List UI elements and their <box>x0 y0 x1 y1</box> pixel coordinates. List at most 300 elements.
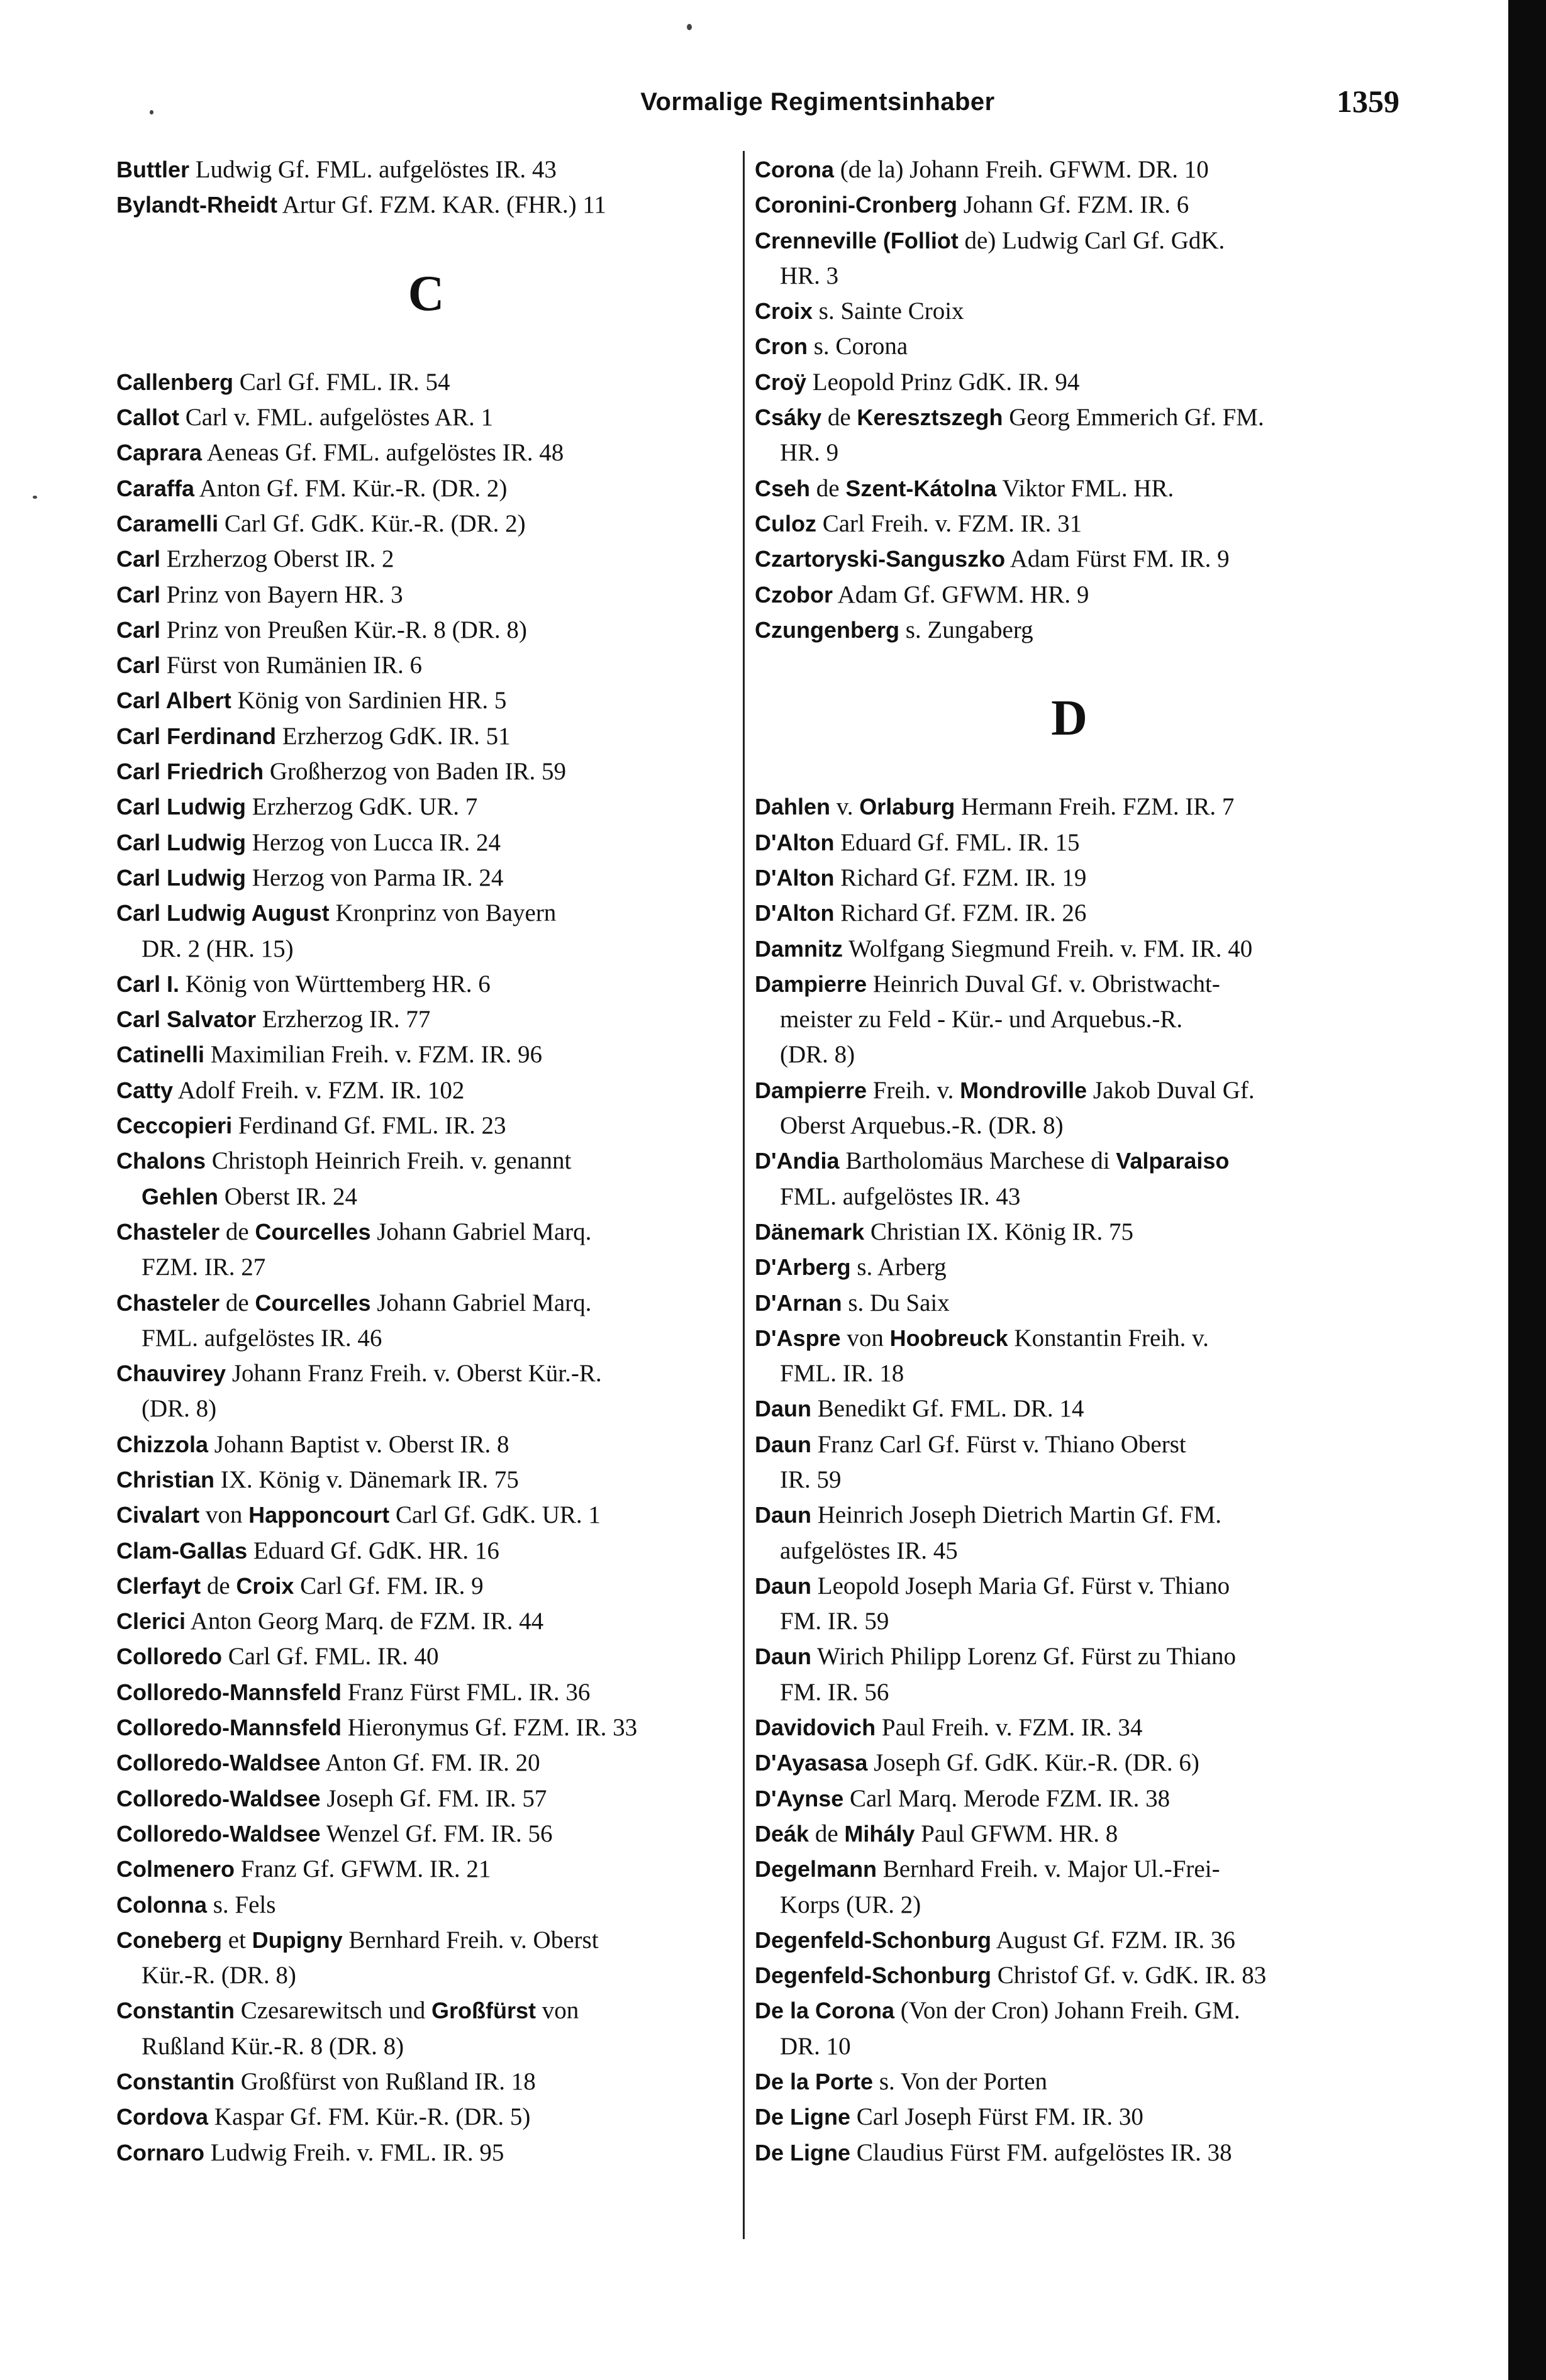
index-entry <box>116 1427 736 1462</box>
entry-continuation <box>755 1356 1384 1391</box>
index-entry <box>116 683 736 718</box>
entry-line <box>116 896 736 931</box>
entry-text: de <box>220 1289 255 1316</box>
entry-headword: Constantin <box>116 1998 235 2024</box>
entry-text: meister zu Feld - Kür.- und Arquebus.-R. <box>780 1006 1183 1033</box>
entry-line <box>116 435 736 470</box>
index-entry <box>755 967 1384 1073</box>
entry-text: FML. aufgelöstes IR. 46 <box>142 1324 382 1352</box>
index-entry <box>755 1143 1384 1215</box>
index-entry <box>755 1745 1384 1781</box>
entry-line <box>116 1745 736 1781</box>
entry-continuation <box>116 2029 736 2064</box>
entry-continuation <box>755 1108 1384 1143</box>
index-entry <box>116 1498 736 1533</box>
entry-line <box>116 683 736 718</box>
entry-line <box>755 1215 1384 1250</box>
entry-headword: Carl <box>116 616 161 643</box>
entry-text: Fürst von Rumänien IR. 6 <box>160 652 423 679</box>
entry-line <box>116 2099 736 2135</box>
index-entry <box>755 1321 1384 1392</box>
index-entry <box>116 1852 736 1887</box>
entry-line <box>116 2135 736 2171</box>
entry-line <box>116 542 736 577</box>
entry-line <box>116 1710 736 1745</box>
right-column <box>755 152 1384 2171</box>
entry-text: Claudius Fürst FM. aufgelöstes IR. 38 <box>850 2138 1232 2166</box>
entry-headword: Daun <box>755 1396 811 1422</box>
page-number: 1359 <box>1337 84 1399 119</box>
entry-headword: Gehlen <box>142 1183 219 1209</box>
entry-text: August Gf. FZM. IR. 36 <box>991 1926 1235 1954</box>
entry-continuation <box>755 1604 1384 1639</box>
entry-continuation <box>755 1533 1384 1569</box>
entry-text: DR. 10 <box>780 2032 851 2060</box>
entry-line <box>116 1569 736 1604</box>
entry-text: Erzherzog GdK. UR. 7 <box>246 793 478 821</box>
index-entry <box>116 1888 736 1923</box>
entry-line <box>755 1710 1384 1745</box>
entry-text: Großherzog von Baden IR. 59 <box>264 758 566 786</box>
index-entry <box>755 825 1384 860</box>
index-entry <box>116 365 736 400</box>
entry-headword: Culoz <box>755 510 816 537</box>
entry-headword: Colloredo <box>116 1643 222 1670</box>
entry-text: v. <box>830 793 860 821</box>
entry-line <box>116 1533 736 1569</box>
entry-line <box>755 1958 1384 1993</box>
index-entry <box>116 1462 736 1498</box>
index-entry <box>116 1533 736 1569</box>
index-entry <box>755 2099 1384 2135</box>
entry-headword: Chizzola <box>116 1431 209 1457</box>
entry-line <box>755 1286 1384 1321</box>
entry-continuation <box>116 1321 736 1356</box>
entry-headword: D'Arberg <box>755 1254 851 1281</box>
entry-line <box>116 754 736 789</box>
entry-secondary-headword: Courcelles <box>255 1289 371 1316</box>
entry-line <box>755 1321 1384 1356</box>
entry-line <box>116 1639 736 1674</box>
entry-line <box>116 1816 736 1852</box>
entry-secondary-headword: Croix <box>236 1572 294 1599</box>
entry-text: s. Zungaberg <box>899 616 1033 643</box>
entry-text: s. Sainte Croix <box>813 298 964 325</box>
entry-headword: Cseh <box>755 475 811 501</box>
entry-continuation <box>755 435 1384 470</box>
entry-line <box>755 2099 1384 2135</box>
index-entry <box>755 471 1384 506</box>
entry-text: FM. IR. 56 <box>780 1678 889 1706</box>
entry-text: s. Arberg <box>850 1254 947 1281</box>
entry-text: Erzherzog IR. 77 <box>256 1006 431 1033</box>
entry-headword: D'Arnan <box>755 1289 842 1316</box>
entry-text: König von Württemberg HR. 6 <box>179 970 491 998</box>
index-entry <box>116 1215 736 1286</box>
entry-headword: Carl <box>116 581 161 608</box>
index-entry <box>116 471 736 506</box>
index-entry <box>755 294 1384 329</box>
index-entry <box>116 967 736 1002</box>
entry-continuation <box>755 1675 1384 1710</box>
entry-text: Adam Gf. GFWM. HR. 9 <box>832 581 1089 608</box>
entry-headword: Caprara <box>116 440 203 466</box>
index-entry <box>755 506 1384 542</box>
entry-text: von <box>199 1501 249 1529</box>
entry-headword: Degelmann <box>755 1856 877 1882</box>
entry-text: Johann Baptist v. Oberst IR. 8 <box>208 1430 509 1458</box>
entry-line <box>755 613 1384 648</box>
entry-headword: Colloredo-Waldsee <box>116 1785 321 1811</box>
index-entry <box>755 1993 1384 2064</box>
entry-headword: Degenfeld-Schonburg <box>755 1962 991 1989</box>
entry-headword: Daun <box>755 1572 811 1599</box>
entry-text: Carl Gf. GdK. Kür.-R. (DR. 2) <box>218 509 526 537</box>
index-entry <box>755 152 1384 187</box>
entry-line <box>755 1569 1384 1604</box>
index-entry <box>116 1993 736 2064</box>
index-entry <box>755 1391 1384 1426</box>
entry-line <box>116 187 736 223</box>
index-entry <box>116 542 736 577</box>
entry-text: (DR. 8) <box>142 1395 217 1423</box>
entry-text: Prinz von Preußen Kür.-R. 8 (DR. 8) <box>160 616 527 643</box>
entry-text: Bernhard Freih. v. Major Ul.-Frei- <box>877 1855 1220 1883</box>
entry-text: s. Von der Porten <box>873 2068 1048 2096</box>
entry-headword: Caraffa <box>116 475 195 501</box>
index-entry <box>755 931 1384 967</box>
entry-headword: Carl Friedrich <box>116 759 264 785</box>
entry-headword: Christian <box>116 1466 215 1493</box>
entry-line <box>116 789 736 825</box>
entry-text: s. Du Saix <box>842 1289 950 1316</box>
entry-line <box>116 1923 736 1958</box>
entry-text: Carl Gf. GdK. UR. 1 <box>389 1501 601 1529</box>
entry-line <box>116 471 736 506</box>
entry-text: (DR. 8) <box>780 1041 855 1069</box>
entry-line <box>755 860 1384 896</box>
entry-secondary-headword: (Folliot <box>882 227 959 253</box>
entry-headword: Cornaro <box>116 2139 205 2166</box>
index-entry <box>116 577 736 613</box>
section-letter: D <box>1051 691 1087 747</box>
entry-secondary-headword: Großfürst <box>431 1998 536 2024</box>
entry-headword: Callenberg <box>116 369 234 395</box>
entry-text: s. Corona <box>808 333 908 360</box>
index-entry <box>755 542 1384 577</box>
entry-text: Kaspar Gf. FM. Kür.-R. (DR. 5) <box>208 2103 531 2131</box>
entry-line <box>755 577 1384 613</box>
entry-headword: Degenfeld-Schonburg <box>755 1927 991 1953</box>
entry-text: de <box>810 474 846 502</box>
index-entry <box>116 1639 736 1674</box>
index-entry <box>116 400 736 435</box>
entry-continuation <box>755 1888 1384 1923</box>
entry-text: Freih. v. <box>867 1076 960 1104</box>
entry-line <box>116 719 736 754</box>
scan-speck <box>687 24 692 30</box>
entry-headword: Carl Ferdinand <box>116 723 277 749</box>
section-letter: C <box>408 265 445 321</box>
index-entry <box>755 1710 1384 1745</box>
entry-continuation <box>116 1179 736 1215</box>
entry-line <box>755 967 1384 1002</box>
index-entry <box>116 1286 736 1357</box>
entry-line <box>116 1143 736 1179</box>
entry-headword: D'Alton <box>755 864 835 891</box>
entry-headword: Dänemark <box>755 1218 865 1245</box>
entry-continuation <box>755 1462 1384 1498</box>
entry-text: Carl Gf. FML. IR. 54 <box>233 368 450 396</box>
entry-line <box>116 152 736 187</box>
entry-headword: Czartoryski-Sanguszko <box>755 546 1006 572</box>
entry-line <box>755 2135 1384 2171</box>
entry-headword: Cordova <box>116 2104 209 2130</box>
entry-line <box>116 365 736 400</box>
entry-text: Franz Carl Gf. Fürst v. Thiano Oberst <box>811 1430 1186 1458</box>
entry-headword: Catinelli <box>116 1042 205 1068</box>
entry-line <box>755 1745 1384 1781</box>
entry-headword: Bylandt-Rheidt <box>116 192 277 218</box>
index-entry <box>116 1002 736 1037</box>
entry-text: Ludwig Freih. v. FML. IR. 95 <box>204 2138 504 2166</box>
entry-text: Anton Gf. FM. Kür.-R. (DR. 2) <box>194 474 508 502</box>
index-entry <box>116 1073 736 1108</box>
entry-text: Anton Gf. FM. IR. 20 <box>320 1749 540 1777</box>
index-entry <box>755 613 1384 648</box>
entry-headword: Chasteler <box>116 1289 220 1316</box>
entry-text: Johann Gabriel Marq. <box>370 1289 592 1316</box>
index-entry <box>116 1781 736 1816</box>
entry-headword: Catty <box>116 1077 174 1103</box>
entry-line <box>116 1286 736 1321</box>
index-entry <box>755 1215 1384 1250</box>
index-entry <box>116 896 736 967</box>
entry-headword: Czungenberg <box>755 616 899 643</box>
entry-line <box>755 931 1384 967</box>
index-entry <box>116 825 736 860</box>
entry-headword: D'Andia <box>755 1148 840 1174</box>
entry-line <box>755 789 1384 825</box>
entry-text: aufgelöstes IR. 45 <box>780 1537 958 1564</box>
entry-line <box>755 223 1384 259</box>
entry-headword: D'Ayasasa <box>755 1750 868 1776</box>
entry-text: Wenzel Gf. FM. IR. 56 <box>320 1820 553 1847</box>
index-entry <box>755 577 1384 613</box>
entry-text: Georg Emmerich Gf. FM. <box>1003 404 1264 431</box>
entry-text: Eduard Gf. GdK. HR. 16 <box>247 1537 499 1564</box>
entry-headword: Carl Ludwig <box>116 794 246 820</box>
entry-line <box>116 1073 736 1108</box>
entry-headword: Croix <box>755 298 813 325</box>
entry-text: Hieronymus Gf. FZM. IR. 33 <box>342 1714 638 1742</box>
index-entry <box>116 1675 736 1710</box>
index-entry <box>116 1923 736 1994</box>
index-entry <box>755 1073 1384 1144</box>
entry-text: Jakob Duval Gf. <box>1087 1076 1255 1104</box>
entry-headword: Carl Albert <box>116 687 231 714</box>
index-entry <box>755 896 1384 931</box>
entry-text: Joseph Gf. GdK. Kür.-R. (DR. 6) <box>867 1749 1199 1777</box>
entry-text: Bernhard Freih. v. Oberst <box>342 1926 599 1954</box>
entry-headword: Daun <box>755 1431 811 1457</box>
entry-headword: Constantin <box>116 2069 235 2095</box>
entry-text: Herzog von Lucca IR. 24 <box>246 828 501 856</box>
entry-text: Großfürst von Rußland IR. 18 <box>234 2068 536 2096</box>
entry-text: FML. IR. 18 <box>780 1360 904 1387</box>
entry-secondary-headword: Happoncourt <box>248 1502 390 1528</box>
entry-text: FZM. IR. 27 <box>142 1254 266 1281</box>
column-divider <box>743 151 745 2239</box>
index-entry <box>755 789 1384 825</box>
entry-secondary-headword: Orlaburg <box>859 794 955 820</box>
entry-headword: Carl Ludwig <box>116 864 246 891</box>
running-head: Vormalige Regimentsinhaber <box>640 88 995 116</box>
entry-text: Eduard Gf. FML. IR. 15 <box>834 828 1080 856</box>
entry-line <box>116 1888 736 1923</box>
entry-line <box>755 1993 1384 2028</box>
entry-text: Ferdinand Gf. FML. IR. 23 <box>232 1112 506 1140</box>
entry-line <box>116 1852 736 1887</box>
entry-headword: Caramelli <box>116 510 219 537</box>
entry-secondary-headword: Courcelles <box>255 1218 371 1245</box>
entry-text: IR. 59 <box>780 1465 842 1493</box>
entry-headword: Clam-Gallas <box>116 1537 248 1564</box>
entry-text: Czesarewitsch und <box>234 1997 431 2025</box>
entry-headword: De Ligne <box>755 2104 851 2130</box>
entry-line <box>755 506 1384 542</box>
entry-continuation <box>755 1179 1384 1215</box>
entry-continuation <box>116 1250 736 1285</box>
entry-headword: Cron <box>755 333 808 360</box>
entry-text: Paul GFWM. HR. 8 <box>915 1820 1118 1847</box>
entry-headword: Dampierre <box>755 1077 867 1103</box>
scan-speck <box>150 110 153 114</box>
entry-text: HR. 3 <box>780 262 839 289</box>
entry-text: HR. 9 <box>780 439 839 467</box>
entry-headword: Buttler <box>116 157 189 182</box>
entry-line <box>116 1604 736 1639</box>
entry-headword: D'Alton <box>755 829 835 855</box>
entry-line <box>755 1073 1384 1108</box>
entry-headword: Clerici <box>116 1608 186 1635</box>
entry-text: Christian IX. König IR. 75 <box>864 1218 1133 1245</box>
entry-headword: Callot <box>116 404 180 431</box>
entry-headword: D'Alton <box>755 900 835 926</box>
entry-headword: Daun <box>755 1502 811 1528</box>
entry-text: Aeneas Gf. FML. aufgelöstes IR. 48 <box>202 439 564 467</box>
entry-headword: Carl Ludwig August <box>116 900 330 926</box>
index-entry <box>755 1250 1384 1285</box>
entry-line <box>116 1993 736 2028</box>
index-entry <box>755 1427 1384 1498</box>
entry-text: Johann Gabriel Marq. <box>370 1218 592 1245</box>
entry-line <box>755 542 1384 577</box>
entry-headword: Chalons <box>116 1148 206 1174</box>
entry-headword: Coneberg <box>116 1927 223 1953</box>
index-entry <box>755 1781 1384 1816</box>
entry-secondary-headword: Keresztszegh <box>857 404 1003 431</box>
entry-continuation <box>116 1958 736 1993</box>
entry-continuation <box>755 1002 1384 1037</box>
entry-line <box>116 400 736 435</box>
entry-line <box>116 1108 736 1143</box>
entry-line <box>755 1639 1384 1674</box>
index-entry <box>755 365 1384 400</box>
entry-continuation <box>755 1037 1384 1072</box>
entry-line <box>116 648 736 683</box>
entry-line <box>755 1250 1384 1285</box>
entry-text: Carl Gf. FM. IR. 9 <box>294 1572 484 1599</box>
entry-headword: Croÿ <box>755 369 807 395</box>
entry-text: Erzherzog GdK. IR. 51 <box>276 722 511 750</box>
index-entry <box>116 1745 736 1781</box>
entry-text: Christoph Heinrich Freih. v. genannt <box>206 1147 572 1175</box>
entry-headword: De Ligne <box>755 2139 851 2166</box>
entry-text: Paul Freih. v. FZM. IR. 34 <box>876 1714 1143 1742</box>
entry-text: Maximilian Freih. v. FZM. IR. 96 <box>204 1041 542 1069</box>
entry-text: Joseph Gf. FM. IR. 57 <box>320 1784 547 1812</box>
entry-text: Heinrich Joseph Dietrich Martin Gf. FM. <box>811 1501 1222 1529</box>
index-entry <box>116 1710 736 1745</box>
entry-headword: Deák <box>755 1820 809 1847</box>
index-entry <box>755 1498 1384 1569</box>
entry-line <box>116 1215 736 1250</box>
entry-line <box>116 967 736 1002</box>
entry-secondary-headword: Valparaiso <box>1116 1148 1230 1174</box>
entry-text: de <box>809 1820 845 1847</box>
entry-headword: Davidovich <box>755 1715 876 1741</box>
entry-headword: Chauvirey <box>116 1360 226 1387</box>
entry-text: Erzherzog Oberst IR. 2 <box>160 545 394 573</box>
entry-text: Leopold Prinz GdK. IR. 94 <box>806 368 1080 396</box>
scan-edge-bar <box>1508 0 1546 2380</box>
entry-line <box>755 329 1384 364</box>
entry-line <box>116 825 736 860</box>
index-entry <box>116 789 736 825</box>
entry-secondary-headword: Dupigny <box>252 1927 343 1953</box>
index-entry <box>116 2135 736 2171</box>
entry-text: IX. König v. Dänemark IR. 75 <box>214 1465 519 1493</box>
entry-line <box>116 613 736 648</box>
entry-headword: Colonna <box>116 1891 207 1918</box>
index-entry <box>755 2064 1384 2099</box>
entry-continuation <box>755 2029 1384 2064</box>
entry-text: Bartholomäus Marchese di <box>839 1147 1116 1175</box>
entry-text: Kür.-R. (DR. 8) <box>142 1962 296 1989</box>
entry-line <box>116 1675 736 1710</box>
entry-headword: Colloredo-Mannsfeld <box>116 1715 342 1741</box>
index-entry <box>116 754 736 789</box>
entry-headword: Coronini-Cronberg <box>755 192 957 218</box>
entry-headword: Crenneville <box>755 227 877 253</box>
entry-text: Ludwig Gf. FML. aufgelöstes IR. 43 <box>189 156 557 183</box>
entry-text: Kronprinz von Bayern <box>329 899 557 927</box>
entry-headword: Colmenero <box>116 1856 235 1882</box>
entry-line <box>116 1427 736 1462</box>
entry-line <box>116 2064 736 2099</box>
index-entry <box>755 1923 1384 1958</box>
entry-headword: Chasteler <box>116 1218 220 1245</box>
entry-text: Carl v. FML. aufgelöstes AR. 1 <box>179 404 494 431</box>
index-entry <box>116 2064 736 2099</box>
entry-headword: Carl <box>116 652 161 679</box>
entry-line <box>755 471 1384 506</box>
entry-headword: Corona <box>755 157 834 182</box>
entry-line <box>116 1781 736 1816</box>
entry-text: Rußland Kür.-R. 8 (DR. 8) <box>142 2032 404 2060</box>
entry-text: (de la) Johann Freih. GFWM. DR. 10 <box>834 156 1209 183</box>
